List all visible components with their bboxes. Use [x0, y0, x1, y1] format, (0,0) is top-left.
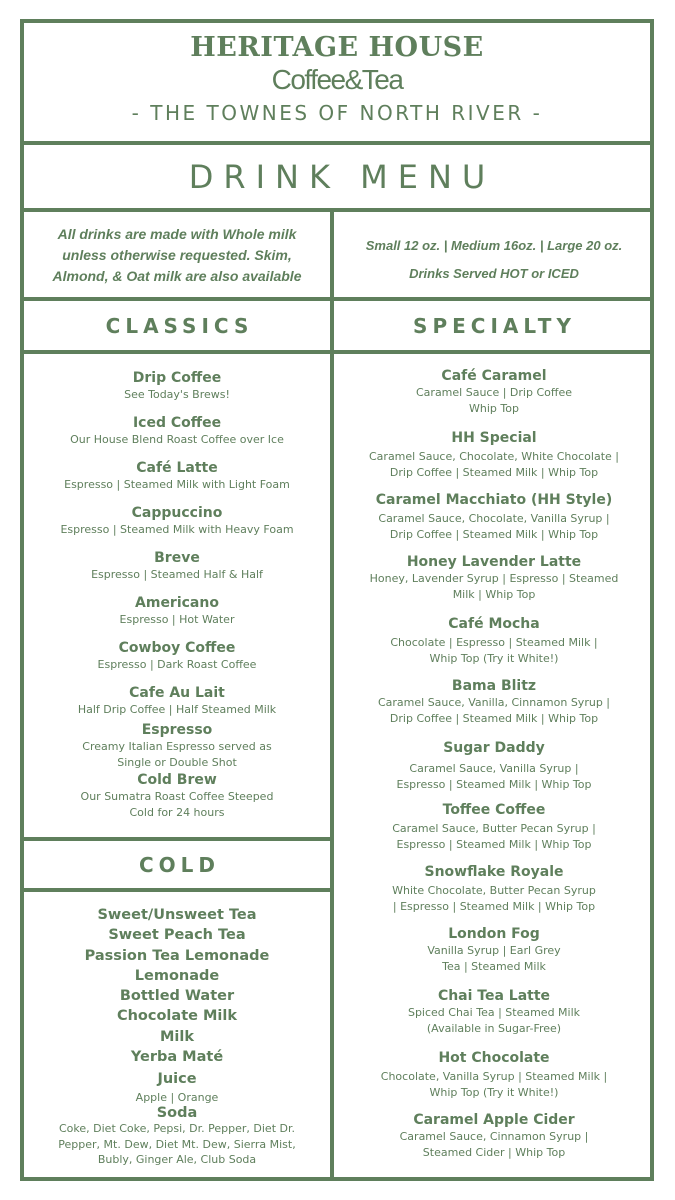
item-desc: Chocolate | Espresso | Steamed Milk | — [390, 636, 598, 649]
milk-note-line: All drinks are made with Whole milk — [57, 226, 297, 242]
item-name: Bama Blitz — [451, 678, 537, 694]
item-desc: Espresso | Steamed Milk with Heavy Foam — [60, 523, 294, 536]
menu-item — [338, 492, 650, 542]
item-desc: Creamy Italian Espresso served as — [82, 740, 272, 753]
menu-item — [338, 678, 650, 726]
menu-item — [26, 505, 328, 538]
menu-item — [26, 685, 328, 718]
column-divider — [330, 208, 334, 1181]
item-desc: Caramel Sauce, Cinnamon Syrup | — [399, 1130, 589, 1143]
item-desc: Steamed Cider | Whip Top — [422, 1145, 566, 1159]
menu-item — [338, 988, 650, 1036]
item-name: Hot Chocolate — [438, 1050, 550, 1066]
item-desc: Cold for 24 hours — [129, 805, 225, 819]
cold-list — [26, 905, 328, 1168]
menu-item — [338, 368, 650, 416]
divider — [20, 888, 334, 892]
item-name: Drip Coffee — [132, 370, 222, 386]
item-desc: Our House Blend Roast Coffee over Ice — [70, 433, 284, 446]
menu-item — [338, 864, 650, 914]
item-name: Chai Tea Latte — [437, 988, 551, 1004]
menu-item — [338, 430, 650, 480]
item-desc: Pepper, Mt. Dew, Diet Mt. Dew, Sierra Mist, — [58, 1137, 296, 1151]
milk-note-line: unless otherwise requested. Skim, — [62, 247, 292, 263]
item-name: Caramel Apple Cider — [413, 1112, 575, 1128]
divider — [20, 208, 654, 212]
item-name: Sugar Daddy — [443, 740, 545, 756]
menu-item — [338, 740, 650, 792]
item-desc: Caramel Sauce, Vanilla, Cinnamon Syrup | — [377, 696, 610, 709]
item-desc: Caramel Sauce, Chocolate, Vanilla Syrup | — [378, 512, 610, 525]
item-desc: Honey, Lavender Syrup | Espresso | Steamed — [369, 572, 619, 585]
item-name: Cappuccino — [131, 505, 223, 521]
item-desc: White Chocolate, Butter Pecan Syrup — [392, 884, 596, 897]
menu-item — [338, 616, 650, 666]
menu-item — [338, 926, 650, 974]
item-desc: Caramel Sauce, Butter Pecan Syrup | — [392, 822, 596, 835]
brand-header — [24, 32, 650, 126]
brand-name: HERITAGE HOUSE — [190, 32, 484, 63]
item-name: London Fog — [448, 926, 540, 942]
item-desc: Our Sumatra Roast Coffee Steeped — [80, 790, 274, 803]
classics-title: CLASSICS — [105, 314, 254, 338]
item-desc: Drip Coffee | Steamed Milk | Whip Top — [389, 527, 599, 541]
item-desc: Espresso | Steamed Milk | Whip Top — [396, 777, 592, 791]
item-desc: Tea | Steamed Milk — [442, 959, 546, 973]
item-name: Bottled Water — [119, 988, 235, 1005]
item-desc: Whip Top (Try it White!) — [429, 1085, 559, 1099]
item-name: Chocolate Milk — [116, 1008, 238, 1025]
served-text: Drinks Served HOT or ICED — [409, 266, 579, 281]
item-desc: Bubly, Ginger Ale, Club Soda — [97, 1153, 257, 1167]
item-name: Cafe Au Lait — [129, 685, 225, 701]
item-desc: Espresso | Dark Roast Coffee — [97, 658, 257, 671]
divider — [20, 141, 654, 145]
item-name: Americano — [135, 595, 219, 611]
item-name: Café Caramel — [441, 368, 547, 384]
item-desc: Chocolate, Vanilla Syrup | Steamed Milk | — [380, 1070, 608, 1083]
item-desc: Milk | Whip Top — [452, 587, 536, 601]
item-desc: Caramel Sauce | Drip Coffee — [416, 386, 572, 399]
item-name: Milk — [159, 1028, 194, 1045]
item-name: HH Special — [451, 430, 537, 446]
menu-item — [26, 550, 328, 583]
item-name: Honey Lavender Latte — [406, 554, 582, 570]
brand-location: - THE TOWNES OF NORTH RIVER - — [131, 101, 543, 125]
item-desc: Whip Top (Try it White!) — [429, 651, 559, 665]
menu-title: DRINK MENU — [188, 158, 496, 196]
item-name: Snowflake Royale — [424, 864, 564, 880]
menu-item — [26, 640, 328, 673]
item-desc: Caramel Sauce, Chocolate, White Chocolate | — [369, 450, 619, 463]
item-desc: Apple | Orange — [135, 1090, 219, 1104]
item-desc: Espresso | Steamed Milk with Light Foam — [64, 478, 290, 491]
item-desc: Caramel Sauce, Vanilla Syrup | — [409, 762, 579, 775]
item-name: Iced Coffee — [132, 415, 222, 431]
sizes-text: Small 12 oz. | Medium 16oz. | Large 20 oz. — [365, 238, 623, 253]
cold-title: COLD — [138, 853, 221, 877]
specialty-title: SPECIALTY — [413, 314, 576, 338]
menu-item — [26, 772, 328, 820]
menu-item — [338, 1050, 650, 1100]
item-desc: Espresso | Hot Water — [119, 613, 235, 626]
item-name: Sweet Peach Tea — [108, 927, 246, 944]
item-desc: (Available in Sugar-Free) — [426, 1021, 562, 1035]
item-desc: Drip Coffee | Steamed Milk | Whip Top — [389, 465, 599, 479]
item-name: Caramel Macchiato (HH Style) — [375, 492, 613, 508]
menu-item — [26, 595, 328, 628]
item-desc: Vanilla Syrup | Earl Grey — [427, 944, 561, 957]
item-name: Café Latte — [136, 460, 218, 476]
item-desc: Single or Double Shot — [117, 755, 237, 769]
item-desc: | Espresso | Steamed Milk | Whip Top — [392, 899, 596, 913]
item-name: Passion Tea Lemonade — [84, 947, 270, 964]
item-name: Juice — [157, 1071, 197, 1088]
item-desc: Espresso | Steamed Half & Half — [91, 568, 263, 581]
menu-item — [26, 370, 328, 403]
menu-item — [26, 460, 328, 493]
brand-subtitle: Coffee&Tea — [271, 64, 403, 95]
item-desc: Whip Top — [469, 401, 519, 415]
item-name: Sweet/Unsweet Tea — [97, 907, 257, 923]
menu-item — [26, 415, 328, 448]
item-desc: See Today's Brews! — [124, 388, 230, 401]
item-name: Breve — [154, 550, 200, 566]
milk-note — [26, 224, 328, 287]
menu-item — [338, 1112, 650, 1160]
item-desc: Spiced Chai Tea | Steamed Milk — [407, 1006, 581, 1019]
menu-item — [338, 802, 650, 852]
item-name: Café Mocha — [448, 616, 540, 632]
item-desc: Coke, Diet Coke, Pepsi, Dr. Pepper, Diet Dr. — [59, 1122, 295, 1136]
menu-item — [338, 554, 650, 602]
item-desc: Half Drip Coffee | Half Steamed Milk — [77, 703, 277, 716]
divider — [20, 350, 654, 354]
item-name: Cowboy Coffee — [118, 640, 236, 656]
size-note — [339, 232, 649, 288]
item-desc: Drip Coffee | Steamed Milk | Whip Top — [389, 711, 599, 725]
menu-item — [26, 722, 328, 770]
milk-note-line: Almond, & Oat milk are also available — [52, 268, 302, 284]
item-name: Toffee Coffee — [442, 802, 546, 818]
item-name: Cold Brew — [137, 772, 217, 788]
item-name: Lemonade — [134, 967, 220, 984]
item-name: Espresso — [141, 722, 213, 738]
item-desc: Espresso | Steamed Milk | Whip Top — [396, 837, 592, 851]
item-name: Yerba Maté — [130, 1049, 224, 1066]
item-name: Soda — [156, 1105, 198, 1122]
